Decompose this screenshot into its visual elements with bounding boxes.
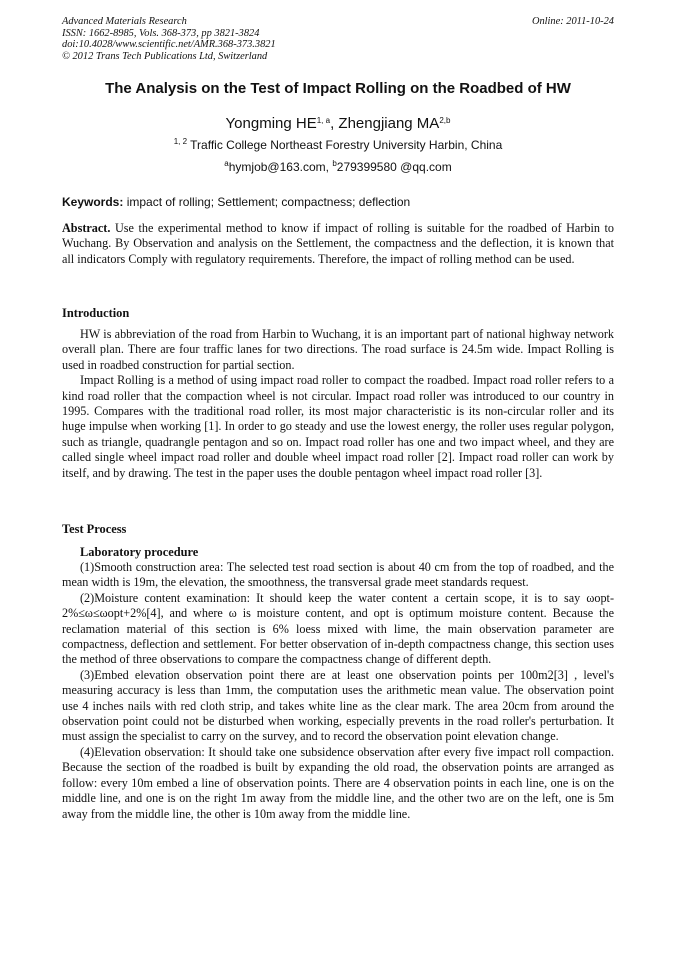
online-date: Online: 2011-10-24: [531, 16, 614, 27]
section-heading-test-process: Test Process: [62, 522, 127, 536]
paragraph: (1)Smooth construction area: The selected test road section is about 40 cm from the top of roadbed, and the mean width is 19m, the elevation, the smoothness, the transversal grade meet standards request.: [62, 560, 614, 590]
keywords-label: Keywords:: [62, 195, 124, 209]
paragraph: (2)Moisture content examination: It should keep the water content a certain scope, it is to say ωopt-2%≤ω≤ωopt+2%[4], and where ω is moisture content, and opt is optimum moisture content. Because the reclamation material of this section is 6% loess mixed with lime, the main observation parameter are compactness, deflection and settlement. For better observation of in-depth compactness change, this section uses the method of three observations to compare the compactness change of different depth.: [62, 590, 614, 667]
author-superscript: 2,b: [439, 116, 451, 125]
test-process-body: [62, 560, 614, 822]
abstract: [62, 221, 614, 267]
journal-name: Advanced Materials Research: [62, 16, 187, 27]
author-name: Zhengjiang MA: [338, 115, 440, 132]
keywords-text: impact of rolling; Settlement; compactness; deflection: [123, 195, 411, 209]
author-emails: [62, 160, 614, 175]
paragraph: (3)Embed elevation observation point there are at least one observation points per 100m2[3] , level's measuring accuracy is less than 1mm, the computation uses the arithmetic mean value. The observation point use 4 inches nails with red cloth strip, and takes white line as the clear mark. The area 20cm from around the observation point could not be disturbed when working, especially prevents in the road roller's perturbation. It must assign the specialist to carry on the survey, and to record the observation point elevation change.: [62, 667, 614, 744]
section-heading-introduction: Introduction: [62, 306, 130, 320]
introduction-body: [62, 327, 614, 481]
author-name: Yongming HE: [225, 115, 317, 132]
abstract-text: Use the experimental method to know if impact of rolling is suitable for the roadbed of Harbin to Wuchang. By Observation and analysis on the Settlement, the compactness and the deflection, it is known that all indicators Comply with regulatory requirements. Therefore, the impact of rolling method can be used.: [62, 221, 614, 266]
abstract-paragraph: [62, 221, 614, 267]
copyright-line: © 2012 Trans Tech Publications Ltd, Switzerland: [62, 50, 268, 62]
email-address: hymjob@163.com,: [228, 160, 333, 174]
paragraph: (4)Elevation observation: It should take one subsidence observation after every five impact roll compaction. Because the section of the roadbed is built by expanding the old road, the observation points are arranged as follow: every 10m embed a line of observation points. There are 4 observation points in each line, one is on the middle line, and one is on the right 1m away from the middle line, and the other two are on the left, one is 5m away from the middle line, the other is 10m away from the middle line.: [62, 744, 614, 821]
paragraph: HW is abbreviation of the road from Harbin to Wuchang, it is an important part of national highway network overall plan. There are four traffic lanes for two directions. The road surface is 24.5m wide. Impact Rolling is used in roadbed construction for partial section.: [62, 327, 614, 372]
affiliation-text: Traffic College Northeast Forestry University Harbin, China: [187, 138, 503, 152]
email-superscript: b: [332, 159, 337, 168]
author-superscript: 1, a: [316, 116, 331, 125]
subsection-heading: Laboratory procedure: [80, 545, 199, 559]
doi-line: doi:10.4028/www.scientific.net/AMR.368-373.3821: [62, 39, 276, 51]
paper-title: The Analysis on the Test of Impact Rolling on the Roadbed of HW: [105, 80, 571, 97]
author-line: [62, 114, 614, 134]
email-address: 279399580 @qq.com: [336, 160, 452, 174]
author-separator: ,: [330, 115, 339, 132]
issn-line: ISSN: 1662-8985, Vols. 368-373, pp 3821-3824: [62, 27, 260, 39]
paragraph: Impact Rolling is a method of using impact road roller to compact the roadbed. Impact road roller refers to a kind road roller that the compaction wheel is not circular. Impact road roller was introduced to our country in 1995. Compares with the traditional road roller, its most major characteristic is its non-circular roller and its huge impulse when working [1]. In order to go steady and use the lowest energy, the roller uses regular polygon, such as triangle, quadrangle pentagon and so on. Impact road roller has one and two impact wheel, and they are called single wheel impact road roller and double wheel impact road roller [2]. Impact road roller can work by itself, and by drawing. The test in the paper uses the double pentagon wheel impact road roller [3].: [62, 373, 614, 480]
abstract-label: Abstract.: [62, 221, 111, 235]
journal-header: [62, 16, 614, 62]
affiliation: [62, 138, 614, 153]
keywords: [62, 195, 614, 210]
email-superscript: a: [224, 159, 229, 168]
affiliation-superscript: 1, 2: [173, 137, 188, 146]
